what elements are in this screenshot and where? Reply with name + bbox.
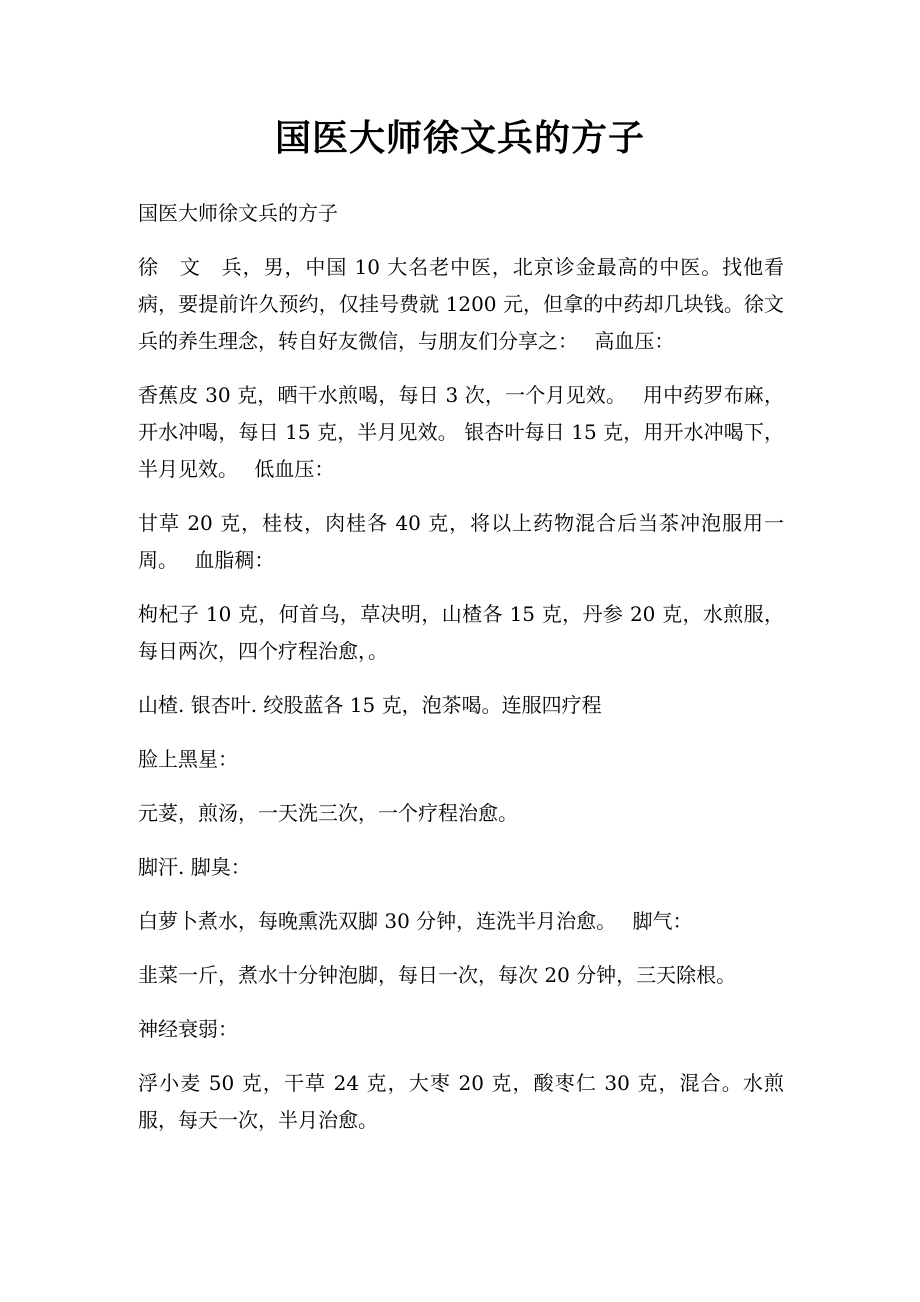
paragraph-blood-lipid-2: 山楂. 银杏叶. 绞股蓝各 15 克，泡茶喝。连服四疗程 (138, 693, 602, 717)
heading-neurasthenia: 神经衰弱： (138, 1017, 238, 1041)
paragraph-foot-sweat: 白萝卜煮水，每晚熏洗双脚 30 分钟，连洗半月治愈。 脚气： (138, 909, 693, 933)
paragraph-face-dark-spots: 元荽，煎汤，一天洗三次，一个疗程治愈。 (138, 801, 518, 825)
document-title: 国医大师徐文兵的方子 (274, 117, 645, 159)
paragraph-neurasthenia: 浮小麦 50 克，干草 24 克，大枣 20 克，酸枣仁 30 克，混合。水煎服，每天一次，半月治愈。 (138, 1071, 784, 1132)
paragraph-low-blood-pressure: 甘草 20 克，桂枝，肉桂各 40 克，将以上药物混合后当茶冲泡服用一周。 血脂稠： (138, 511, 784, 572)
paragraph-blood-lipid-1: 枸杞子 10 克，何首乌，草决明，山楂各 15 克，丹参 20 克，水煎服，每日两次，四个疗程治愈，。 (138, 602, 784, 663)
paragraph-subtitle: 国医大师徐文兵的方子 (138, 201, 338, 225)
paragraph-high-blood-pressure: 香蕉皮 30 克，晒干水煎喝，每日 3 次，一个月见效。 用中药罗布麻，开水冲喝，每日 15 克，半月见效。 银杏叶每日 15 克，用开水冲喝下，半月见效。 低血压： (138, 383, 784, 481)
heading-face-dark-spots: 脸上黑星： (138, 747, 238, 771)
paragraph-intro: 徐 文 兵，男，中国 10 大名老中医，北京诊金最高的中医。找他看病，要提前许久预约，仅挂号费就 1200 元，但拿的中药却几块钱。徐文兵的养生理念，转自好友微信，与朋友们分享之： 高血压： (138, 255, 784, 353)
document-body (138, 195, 784, 1156)
heading-foot-sweat: 脚汗. 脚臭： (138, 855, 251, 879)
paragraph-athletes-foot: 韭菜一斤，煮水十分钟泡脚，每日一次，每次 20 分钟，三天除根。 (138, 963, 737, 987)
